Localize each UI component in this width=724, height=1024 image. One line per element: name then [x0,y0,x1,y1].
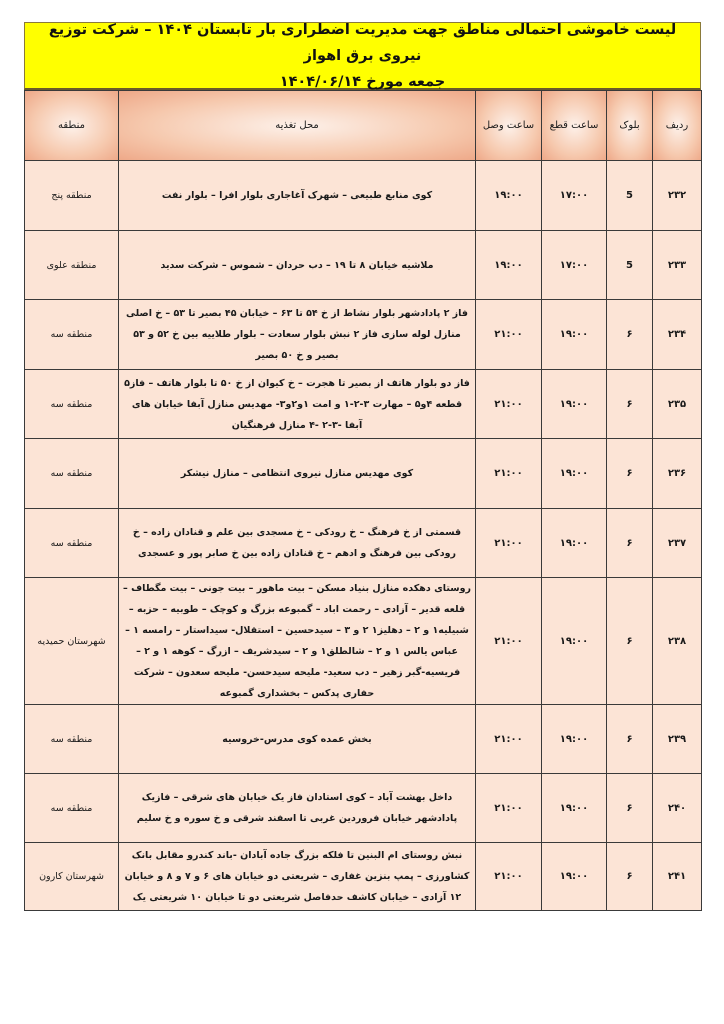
block: ۶ [607,843,653,911]
outage-table [24,90,702,911]
table-row [25,774,702,843]
cut-time: ۱۹:۰۰ [542,774,607,843]
cut-time: ۱۹:۰۰ [542,843,607,911]
connect-time: ۲۱:۰۰ [476,509,542,578]
table-row [25,509,702,578]
region: شهرستان کارون [25,843,119,911]
row-no: ۲۴۱ [653,843,702,911]
cut-time: ۱۹:۰۰ [542,439,607,509]
table-row [25,300,702,370]
location: نبش روستای ام البنین تا فلکه بزرگ جاده آبادان -باند کندرو مقابل بانک کشاورزی – پمپ بنزین غفاری – شریعتی دو خیابان های ۶ و ۷ و ۸ و خیابان ۱۲ آزادی – خیابان کاشف حدفاصل شریعتی دو تا خیابان ۱۰ شریعتی یک [119,843,476,911]
row-no: ۲۳۹ [653,705,702,774]
row-no: ۲۳۸ [653,578,702,705]
table-row [25,843,702,911]
location: کوی منابع طبیعی – شهرک آغاجاری بلوار افرا – بلوار نفت [119,161,476,231]
header-connect-time: ساعت وصل [476,91,542,161]
block: 5 [607,231,653,300]
row-no: ۲۳۷ [653,509,702,578]
region: منطقه سه [25,705,119,774]
connect-time: ۲۱:۰۰ [476,705,542,774]
connect-time: ۱۹:۰۰ [476,161,542,231]
location: فاز دو بلوار هاتف از بصیر تا هجرت – خ کیوان از خ ۵۰ تا بلوار هاتف – فاز۵ قطعه ۴و۵ – مهارت ۳-۲-۱ و امت ۱و۲و۳- مهدیس منازل آبفا خیابان های آبفا -۳-۲ -۴ منازل فرهنگیان [119,370,476,439]
region: منطقه علوی [25,231,119,300]
connect-time: ۲۱:۰۰ [476,439,542,509]
table-row [25,578,702,705]
cut-time: ۱۹:۰۰ [542,370,607,439]
header-location: محل تغذیه [119,91,476,161]
location: قسمتی از خ فرهنگ – خ رودکی – خ مسجدی بین علم و قنادان زاده – خ رودکی بین فرهنگ و ادهم – خ قنادان زاده بین خ صابر پور و عسجدی [119,509,476,578]
location: فاز ۲ پادادشهر بلوار نشاط از خ ۵۴ تا ۶۳ – خیابان ۴۵ بصیر تا ۵۳ – خ اصلی منازل لوله سازی فاز ۲ نبش بلوار سعادت – بلوار طلاییه بین خ ۵۲ و ۵۳ بصیر و خ ۵۰ بصیر [119,300,476,370]
row-no: ۲۳۲ [653,161,702,231]
table-row [25,231,702,300]
block: ۶ [607,578,653,705]
cut-time: ۱۹:۰۰ [542,578,607,705]
connect-time: ۲۱:۰۰ [476,843,542,911]
table-row [25,370,702,439]
block: ۶ [607,300,653,370]
row-no: ۲۳۶ [653,439,702,509]
cut-time: ۱۹:۰۰ [542,300,607,370]
region: شهرستان حمیدیه [25,578,119,705]
connect-time: ۲۱:۰۰ [476,774,542,843]
row-no: ۲۳۵ [653,370,702,439]
connect-time: ۱۹:۰۰ [476,231,542,300]
region: منطقه سه [25,370,119,439]
region: منطقه سه [25,300,119,370]
header-cut-time: ساعت قطع [542,91,607,161]
location: روستای دهکده منازل بنیاد مسکن – بیت ماهور – بیت جونی – بیت مگطاف – قلعه قدیر – آزادی – رحمت اباد – گمبوعه بزرگ و کوچک – طوبیه – حزبه – شبیلیه۱ و ۲ – دهلیز۱ ۲ و ۳ – سیدحسین – استقلال- سیداستار – رامسه ۱ – عباس یالس ۱ و ۲ – شالطلق۱ و ۲ – سیدشریف – ازرگ – کوهه ۱ و ۲ – فریسیه-گبر زهیر – دب سعید- ملیحه سیدحسن- ملیحه سعدون – شرکت حفاری پدکس – بخشداری گمبوعه [119,578,476,705]
connect-time: ۲۱:۰۰ [476,370,542,439]
page-date: جمعه مورخ ۱۴۰۴/۰۶/۱۴ [279,73,446,90]
region: منطقه سه [25,509,119,578]
header-region: منطقه [25,91,119,161]
header-block: بلوک [607,91,653,161]
row-no: ۲۴۰ [653,774,702,843]
block: ۶ [607,509,653,578]
connect-time: ۲۱:۰۰ [476,300,542,370]
cut-time: ۱۷:۰۰ [542,231,607,300]
header-row [25,91,702,161]
row-no: ۲۳۴ [653,300,702,370]
cut-time: ۱۹:۰۰ [542,705,607,774]
table-row [25,161,702,231]
table-row [25,439,702,509]
table-row [25,705,702,774]
block: ۶ [607,370,653,439]
location: داخل بهشت آباد – کوی استادان فاز یک خیابان های شرقی – فازیک پادادشهر خیابان فروردین غربی تا اسفند شرقی و خ سوره و خ سلیم [119,774,476,843]
outage-schedule-sheet [24,22,701,911]
row-no: ۲۳۳ [653,231,702,300]
location: بخش عمده کوی مدرس-خروسیه [119,705,476,774]
region: منطقه سه [25,774,119,843]
cut-time: ۱۹:۰۰ [542,509,607,578]
block: ۶ [607,705,653,774]
block: ۶ [607,439,653,509]
connect-time: ۲۱:۰۰ [476,578,542,705]
block: 5 [607,161,653,231]
title-banner [24,22,701,90]
region: منطقه پنج [25,161,119,231]
location: ملاشیه خیابان ۸ تا ۱۹ – دب حردان – شموس – شرکت سدید [119,231,476,300]
header-row-no: ردیف [653,91,702,161]
cut-time: ۱۷:۰۰ [542,161,607,231]
location: کوی مهدیس منازل نیروی انتظامی – منازل نیشکر [119,439,476,509]
region: منطقه سه [25,439,119,509]
block: ۶ [607,774,653,843]
page-title: لیست خاموشی احتمالی مناطق جهت مدیریت اضطراری بار تابستان ۱۴۰۴ – شرکت توزیع نیروی برق اهواز [48,21,677,64]
